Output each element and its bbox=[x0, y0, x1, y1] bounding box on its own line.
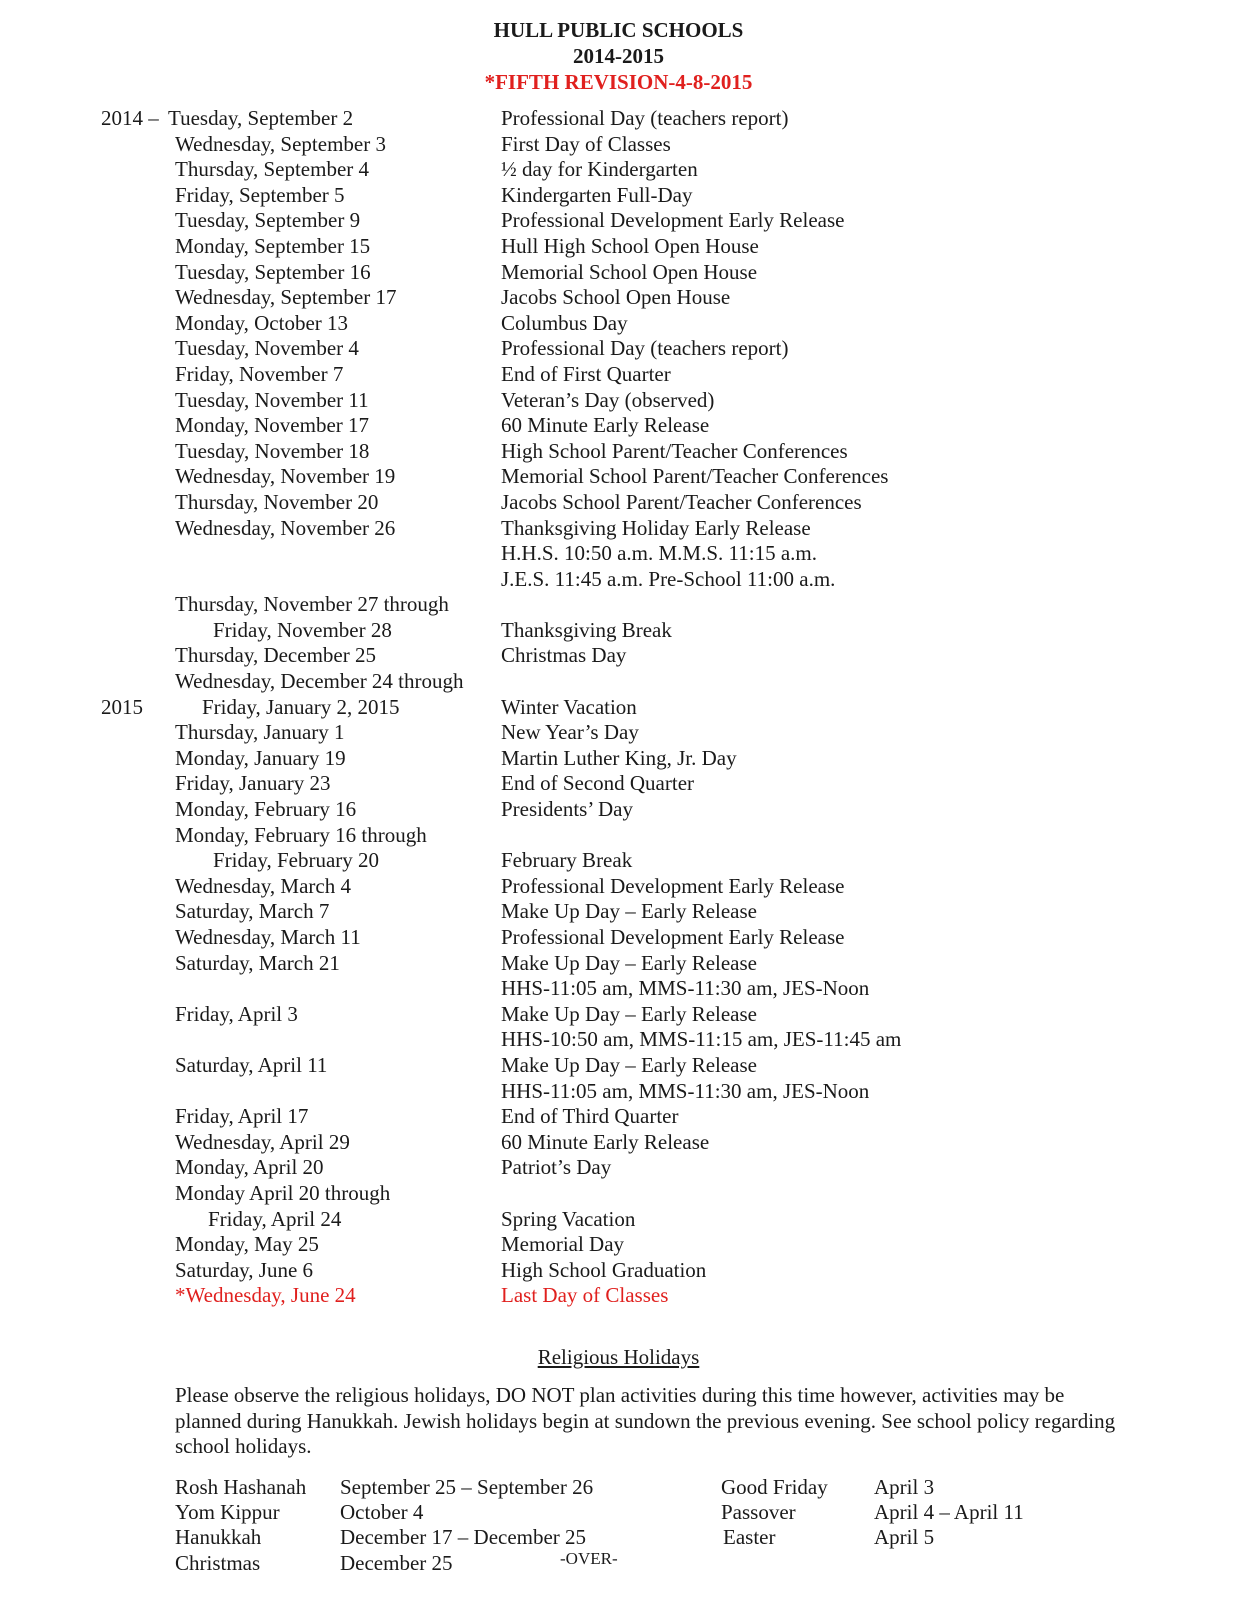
schedule-row bbox=[0, 746, 1237, 772]
schedule-row bbox=[0, 1207, 1237, 1233]
schedule-row bbox=[0, 1258, 1237, 1284]
schedule-date: Wednesday, September 17 bbox=[175, 285, 397, 310]
schedule-date: Thursday, November 20 bbox=[175, 489, 379, 514]
schedule-row bbox=[0, 1283, 1237, 1309]
schedule-row bbox=[0, 618, 1237, 644]
schedule-row bbox=[0, 976, 1237, 1002]
schedule-row bbox=[0, 848, 1237, 874]
schedule-event: Hull High School Open House bbox=[501, 233, 759, 258]
holiday-dates: September 25 – September 26 bbox=[340, 1475, 594, 1499]
schedule-event: J.E.S. 11:45 a.m. Pre-School 11:00 a.m. bbox=[501, 566, 836, 591]
schedule-date: Thursday, December 25 bbox=[175, 643, 376, 668]
holiday-name: Passover bbox=[721, 1500, 796, 1524]
schedule-event: Memorial Day bbox=[501, 1232, 625, 1257]
school-year: 2014-2015 bbox=[573, 44, 664, 68]
revision-note: *FIFTH REVISION-4-8-2015 bbox=[484, 70, 753, 94]
schedule-date: Monday, November 17 bbox=[175, 413, 370, 438]
schedule-event: HHS-11:05 am, MMS-11:30 am, JES-Noon bbox=[501, 976, 870, 1001]
schedule-event: Make Up Day – Early Release bbox=[501, 950, 757, 975]
holiday-name: Easter bbox=[723, 1525, 776, 1549]
year-label: 2015 bbox=[101, 694, 143, 719]
schedule-date: Wednesday, March 11 bbox=[175, 925, 361, 949]
schedule-row bbox=[0, 1130, 1237, 1156]
schedule-row bbox=[0, 771, 1237, 797]
schedule-row bbox=[0, 1079, 1237, 1105]
schedule-row bbox=[0, 951, 1237, 977]
schedule-row bbox=[0, 464, 1237, 490]
schedule-date: Tuesday, September 2 bbox=[168, 106, 354, 130]
schedule-row bbox=[0, 695, 1237, 721]
schedule-row bbox=[0, 823, 1237, 849]
schedule-date: Monday, October 13 bbox=[175, 310, 349, 335]
schedule-event: Christmas Day bbox=[501, 643, 627, 668]
schedule-date: Wednesday, December 24 through bbox=[175, 669, 464, 694]
schedule-event: HHS-10:50 am, MMS-11:15 am, JES-11:45 am bbox=[501, 1027, 902, 1052]
schedule-event: 60 Minute Early Release bbox=[501, 413, 710, 438]
schedule-date: Monday, February 16 bbox=[175, 797, 357, 822]
schedule-date: Saturday, April 11 bbox=[175, 1052, 328, 1077]
schedule-event: Memorial School Open House bbox=[501, 259, 758, 284]
schedule-date: Wednesday, September 3 bbox=[175, 131, 386, 156]
schedule-event: New Year’s Day bbox=[501, 720, 639, 745]
schedule-row bbox=[0, 362, 1237, 388]
schedule-row bbox=[0, 720, 1237, 746]
schedule-date: Monday, May 25 bbox=[175, 1232, 319, 1257]
schedule-row bbox=[0, 132, 1237, 158]
schedule-date: Saturday, March 7 bbox=[175, 899, 330, 924]
holiday-name: Good Friday bbox=[721, 1475, 828, 1499]
schedule-event: Thanksgiving Break bbox=[501, 617, 672, 642]
calendar-schedule bbox=[0, 106, 1237, 1309]
schedule-date: Tuesday, November 18 bbox=[175, 438, 370, 463]
schedule-row bbox=[0, 336, 1237, 362]
schedule-event: End of Third Quarter bbox=[501, 1104, 679, 1129]
schedule-row bbox=[0, 388, 1237, 414]
schedule-date: Thursday, January 1 bbox=[175, 720, 345, 745]
schedule-date: Wednesday, March 4 bbox=[175, 873, 351, 898]
schedule-row bbox=[0, 106, 1237, 132]
schedule-date: *Wednesday, June 24 bbox=[175, 1283, 356, 1308]
schedule-date: Friday, February 20 bbox=[213, 848, 380, 873]
schedule-event: Jacobs School Open House bbox=[501, 285, 731, 310]
schedule-event: Thanksgiving Holiday Early Release bbox=[501, 515, 811, 540]
schedule-row bbox=[0, 1053, 1237, 1079]
year-label: 2014 – bbox=[101, 106, 159, 130]
schedule-event: 60 Minute Early Release bbox=[501, 1129, 710, 1154]
schedule-date: Wednesday, November 26 bbox=[175, 515, 396, 540]
schedule-event: First Day of Classes bbox=[501, 131, 671, 156]
holiday-name: Rosh Hashanah bbox=[175, 1475, 307, 1499]
schedule-row bbox=[0, 311, 1237, 337]
schedule-date: Tuesday, September 16 bbox=[175, 259, 371, 284]
schedule-row bbox=[0, 1181, 1237, 1207]
schedule-row bbox=[0, 234, 1237, 260]
schedule-event: Winter Vacation bbox=[501, 694, 637, 719]
schedule-event: Presidents’ Day bbox=[501, 797, 633, 822]
schedule-event: Spring Vacation bbox=[501, 1206, 636, 1231]
schedule-event: ½ day for Kindergarten bbox=[501, 157, 698, 182]
schedule-date: Saturday, March 21 bbox=[175, 950, 340, 975]
holiday-dates: April 4 – April 11 bbox=[874, 1500, 1024, 1524]
schedule-row bbox=[0, 260, 1237, 286]
schedule-event: Kindergarten Full-Day bbox=[501, 182, 693, 207]
schedule-date: Thursday, September 4 bbox=[175, 157, 370, 182]
schedule-event: Veteran’s Day (observed) bbox=[501, 387, 715, 412]
schedule-row bbox=[0, 874, 1237, 900]
schedule-date: Friday, April 17 bbox=[175, 1104, 309, 1129]
schedule-event: Make Up Day – Early Release bbox=[501, 899, 757, 924]
schedule-event: Professional Day (teachers report) bbox=[501, 336, 789, 361]
schedule-row bbox=[0, 592, 1237, 618]
schedule-row bbox=[0, 541, 1237, 567]
schedule-date: Tuesday, November 11 bbox=[175, 387, 369, 412]
schedule-row bbox=[0, 157, 1237, 183]
holiday-name: Christmas bbox=[175, 1551, 261, 1575]
schedule-date: Monday, February 16 through bbox=[175, 822, 427, 847]
schedule-date: Saturday, June 6 bbox=[175, 1257, 314, 1282]
schedule-event: H.H.S. 10:50 a.m. M.M.S. 11:15 a.m. bbox=[501, 541, 817, 566]
schedule-date: Thursday, November 27 through bbox=[175, 592, 449, 617]
schedule-event: High School Graduation bbox=[501, 1257, 707, 1282]
schedule-date: Friday, January 23 bbox=[175, 771, 331, 796]
holiday-name: Yom Kippur bbox=[175, 1500, 280, 1524]
holiday-dates: April 5 bbox=[874, 1525, 935, 1549]
schedule-date: Monday April 20 through bbox=[175, 1180, 391, 1205]
holiday-dates: December 25 bbox=[340, 1551, 453, 1575]
schedule-date: Monday, January 19 bbox=[175, 745, 346, 770]
religious-holidays-note: Please observe the religious holidays, DO NOT plan activities during this time however, activities may be planned during Hanukkah. Jewish holidays begin at sundown the previous evening. See school policy regarding school holidays. bbox=[175, 1383, 1116, 1458]
schedule-event: Jacobs School Parent/Teacher Conferences bbox=[501, 489, 862, 514]
schedule-date: Friday, November 28 bbox=[213, 617, 392, 642]
schedule-date: Friday, November 7 bbox=[175, 361, 344, 386]
schedule-date: Tuesday, November 4 bbox=[175, 336, 359, 361]
schedule-date: Wednesday, November 19 bbox=[175, 464, 396, 489]
schedule-row bbox=[0, 516, 1237, 542]
schedule-event: Memorial School Parent/Teacher Conferences bbox=[501, 464, 889, 489]
schedule-event: End of First Quarter bbox=[501, 361, 671, 386]
schedule-event: Patriot’s Day bbox=[501, 1155, 612, 1180]
schedule-event: Make Up Day – Early Release bbox=[501, 1052, 757, 1077]
schedule-row bbox=[0, 899, 1237, 925]
schedule-row bbox=[0, 1232, 1237, 1258]
schedule-date: Friday, April 3 bbox=[175, 1001, 298, 1026]
schedule-row bbox=[0, 183, 1237, 209]
schedule-row bbox=[0, 490, 1237, 516]
schedule-row bbox=[0, 1002, 1237, 1028]
schedule-event: End of Second Quarter bbox=[501, 771, 695, 796]
holiday-name: Hanukkah bbox=[175, 1525, 262, 1549]
schedule-event: Columbus Day bbox=[501, 310, 628, 335]
schedule-event: Professional Development Early Release bbox=[501, 925, 845, 949]
district-title: HULL PUBLIC SCHOOLS bbox=[493, 18, 744, 42]
schedule-row bbox=[0, 1155, 1237, 1181]
schedule-event: Professional Day (teachers report) bbox=[501, 106, 789, 130]
schedule-date: Tuesday, September 9 bbox=[175, 208, 361, 233]
schedule-row bbox=[0, 797, 1237, 823]
schedule-date: Wednesday, April 29 bbox=[175, 1129, 350, 1154]
schedule-row bbox=[0, 413, 1237, 439]
schedule-row bbox=[0, 567, 1237, 593]
schedule-event: Professional Development Early Release bbox=[501, 208, 845, 233]
holiday-dates: October 4 bbox=[340, 1500, 424, 1524]
schedule-event: High School Parent/Teacher Conferences bbox=[501, 438, 848, 463]
schedule-row bbox=[0, 208, 1237, 234]
religious-holidays-heading: Religious Holidays bbox=[537, 1345, 700, 1369]
schedule-event: Last Day of Classes bbox=[501, 1283, 669, 1308]
schedule-date: Friday, January 2, 2015 bbox=[202, 694, 400, 719]
schedule-event: Martin Luther King, Jr. Day bbox=[501, 745, 737, 770]
schedule-row bbox=[0, 669, 1237, 695]
schedule-row bbox=[0, 439, 1237, 465]
schedule-date: Monday, April 20 bbox=[175, 1155, 324, 1180]
schedule-date: Friday, April 24 bbox=[208, 1206, 342, 1231]
schedule-event: February Break bbox=[501, 848, 633, 873]
schedule-event: Professional Development Early Release bbox=[501, 873, 845, 898]
over-indicator: -OVER- bbox=[560, 1549, 618, 1568]
schedule-event: Make Up Day – Early Release bbox=[501, 1001, 757, 1026]
holiday-dates: April 3 bbox=[874, 1475, 935, 1499]
schedule-row bbox=[0, 285, 1237, 311]
holiday-dates: December 17 – December 25 bbox=[340, 1525, 587, 1549]
schedule-date: Friday, September 5 bbox=[175, 182, 345, 207]
schedule-date: Monday, September 15 bbox=[175, 233, 371, 258]
schedule-row bbox=[0, 925, 1237, 951]
schedule-event: HHS-11:05 am, MMS-11:30 am, JES-Noon bbox=[501, 1078, 870, 1103]
schedule-row bbox=[0, 1104, 1237, 1130]
schedule-row bbox=[0, 643, 1237, 669]
schedule-row bbox=[0, 1027, 1237, 1053]
